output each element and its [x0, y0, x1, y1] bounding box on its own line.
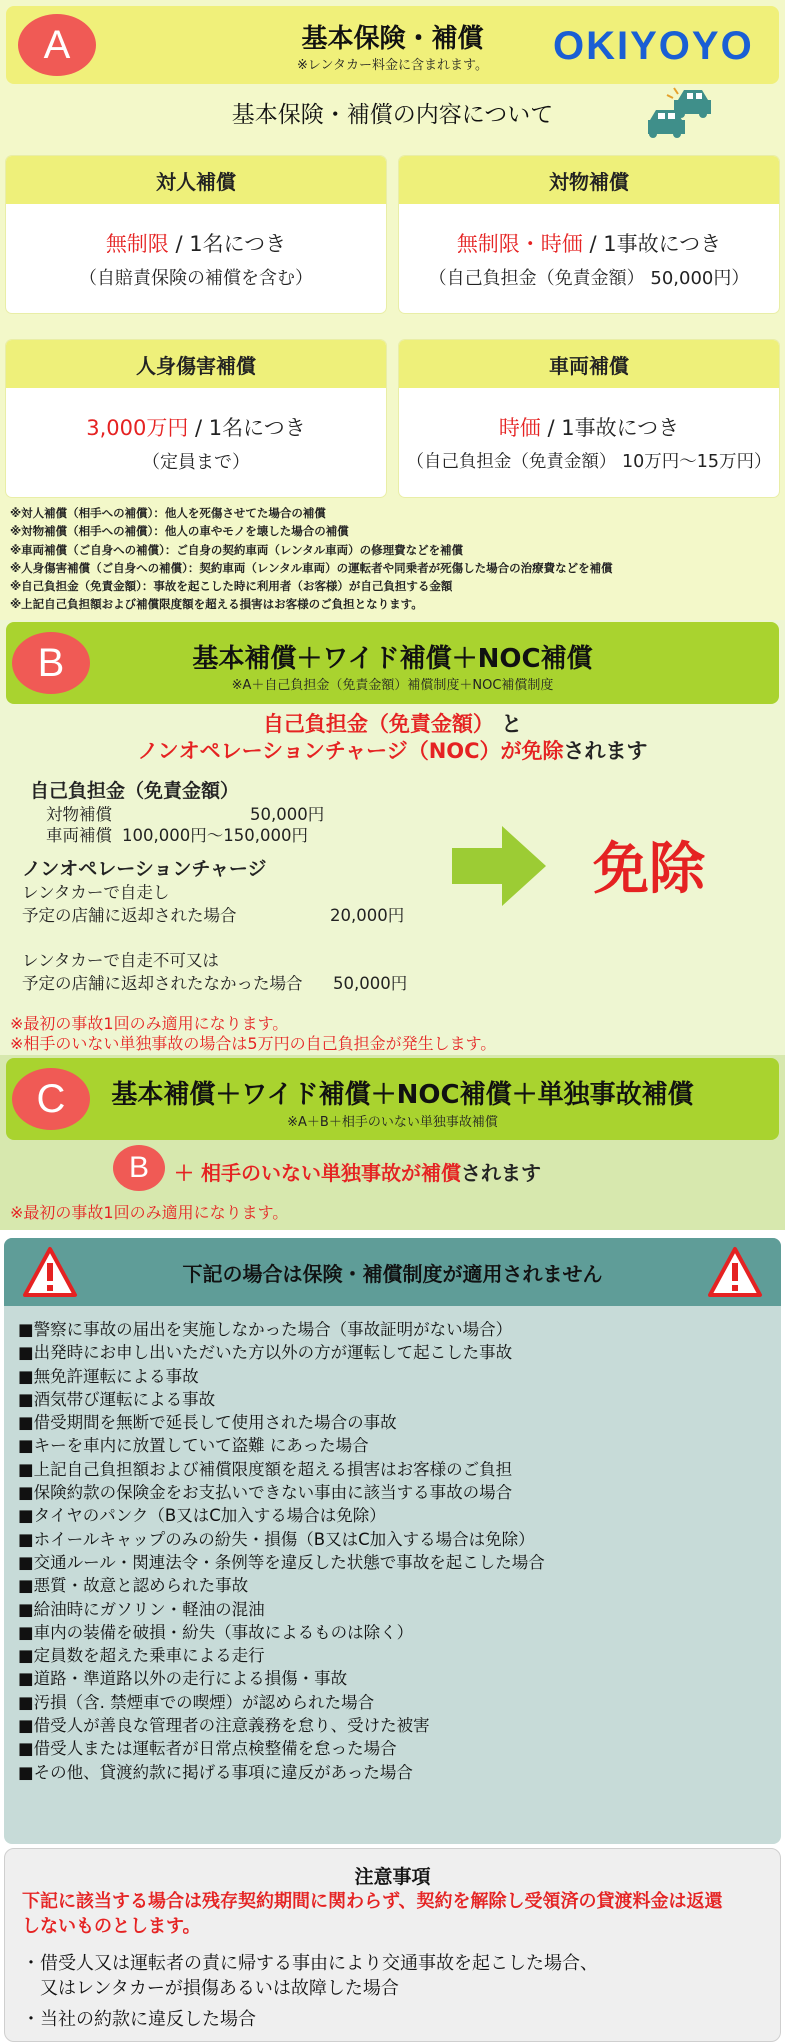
coverage-detail: （自己負担金（免責金額） 50,000円） — [428, 268, 750, 289]
noc-case-1-line-2: 予定の店舗に返却された場合 — [22, 906, 237, 925]
section-a-subtitle: ※レンタカー料金に含まれます。 — [296, 58, 488, 73]
vehicle-damage-card — [399, 340, 779, 497]
exclusions-list — [18, 1318, 778, 1784]
warning-icon — [22, 1246, 78, 1298]
section-c-subtitle: ※A＋B＋相手のいない単独事故補償 — [287, 1115, 498, 1130]
section-c-headline — [174, 1157, 541, 1186]
headline-red: ノンオペレーションチャージ（NOC）が免除 — [137, 739, 564, 763]
headline-rest: されます — [563, 739, 648, 763]
headline-red: 自己負担金（免責金額） — [262, 712, 494, 736]
vehicle-deductible-label: 車両補償 — [46, 826, 112, 845]
section-a-badge: A — [18, 14, 96, 76]
arrow-right-icon — [452, 826, 546, 906]
coverage-unit: / 1事故につき — [540, 416, 680, 440]
list-item: ■保険約款の保険金をお支払いできない事由に該当する事故の場合 — [18, 1483, 513, 1503]
list-item: ■道路・準道路以外の走行による損傷・事故 — [18, 1669, 348, 1689]
footnote: ※自己負担金（免責金額）：事故を起こした時に利用者（お客様）が自己負担する金額 — [10, 579, 453, 594]
vehicle-deductible-value: 100,000円〜150,000円 — [122, 826, 308, 845]
list-item: ■キーを車内に放置していて盗難 にあった場合 — [18, 1436, 369, 1456]
section-c-note: ※最初の事故1回のみ適用になります。 — [10, 1203, 289, 1222]
list-item: ■上記自己負担額および補償限度額を超える損害はお客様のご負担 — [18, 1459, 513, 1479]
coverage-limit: 無制限・時価 — [456, 232, 583, 256]
card-heading: 対物補償 — [399, 156, 779, 204]
coverage-unit: / 1名につき — [168, 232, 287, 256]
footnote: ※対物補償（相手への補償）：他人の車やモノを壊した場合の補償 — [10, 524, 349, 539]
notice-warning-line: 下記に該当する場合は残存契約期間に関わらず、契約を解除し受領済の貸渡料金は返還 — [22, 1891, 723, 1912]
list-item: ■借受人が善良な管理者の注意義務を怠り、受けた被害 — [18, 1716, 430, 1736]
noc-label: ノンオペレーションチャージ — [22, 858, 267, 880]
list-item: ■ホイールキャップのみの紛失・損傷（B又はC加入する場合は免除） — [18, 1529, 535, 1549]
personal-injury-card — [6, 340, 386, 497]
notice-warning — [22, 1889, 762, 1939]
list-item: ■車内の装備を破損・紛失（事故によるものは除く） — [18, 1622, 414, 1642]
list-item: ■タイヤのパンク（B又はC加入する場合は免除） — [18, 1506, 386, 1526]
noc-case-1-line-1: レンタカーで自走し — [22, 883, 170, 902]
section-b-title: 基本補償＋ワイド補償＋NOC補償 — [192, 644, 593, 674]
noc-case-2-value: 50,000円 — [333, 974, 408, 993]
footnote: ※車両補償（ご自身への補償）：ご自身の契約車両（レンタル車両）の修理費などを補償 — [10, 542, 464, 557]
coverage-unit: / 1名につき — [188, 416, 306, 440]
section-b-headline-1 — [0, 708, 785, 738]
list-item: ■無免許運転による事故 — [18, 1366, 199, 1386]
section-c-inner-badge: B — [113, 1145, 165, 1191]
notice-item-1 — [22, 1951, 762, 2001]
deductible-label: 自己負担金（免責金額） — [30, 780, 240, 802]
notice-item-line: ・借受人又は運転者の責に帰する事由により交通事故を起こした場合、 — [22, 1953, 598, 1974]
section-c-title: 基本補償＋ワイド補償＋NOC補償＋単独事故補償 — [111, 1080, 694, 1110]
section-b-note-2: ※相手のいない単独事故の場合は5万円の自己負担金が発生します。 — [10, 1034, 497, 1053]
section-a-title: 基本保険・補償 — [301, 24, 484, 54]
list-item: ■給油時にガソリン・軽油の混油 — [18, 1599, 265, 1619]
section-b-badge: B — [12, 632, 90, 694]
warning-icon — [707, 1246, 763, 1298]
property-damage-card — [399, 156, 779, 313]
coverage-detail: （定員まで） — [142, 452, 250, 473]
okiyoyo-logo: OKIYOYO — [553, 24, 754, 68]
headline-red: ＋ 相手のいない単独事故が補償 — [174, 1161, 461, 1185]
headline-rest: されます — [460, 1161, 541, 1185]
list-item: ■警察に事故の届出を実施しなかった場合（事故証明がない場合） — [18, 1320, 513, 1339]
section-b-subtitle: ※A＋自己負担金（免責金額）補償制度＋NOC補償制度 — [231, 678, 554, 693]
bodily-injury-card — [6, 156, 386, 313]
section-c-badge: C — [12, 1068, 90, 1130]
notice-warning-line: しないものとします。 — [22, 1916, 201, 1937]
card-heading: 車両補償 — [399, 340, 779, 388]
list-item: ■出発時にお申し出いただいた方以外の方が運転して起こした事故 — [18, 1343, 513, 1363]
car-accident-icon — [648, 86, 714, 142]
section-b-note-1: ※最初の事故1回のみ適用になります。 — [10, 1014, 289, 1033]
coverage-limit: 3,000万円 — [86, 416, 189, 440]
card-heading: 人身傷害補償 — [6, 340, 386, 388]
noc-case-2-line-2: 予定の店舗に返却されたなかった場合 — [22, 974, 303, 993]
coverage-unit: / 1事故につき — [582, 232, 722, 256]
footnote: ※上記自己負担額および補償限度額を超える損害はお客様のご負担となります。 — [10, 597, 423, 612]
footnote: ※対人補償（相手への補償）：他人を死傷させてた場合の補償 — [10, 506, 326, 520]
notice-title: 注意事項 — [354, 1866, 431, 1888]
card-heading: 対人補償 — [6, 156, 386, 204]
list-item: ■借受期間を無断で延長して使用された場合の事故 — [18, 1413, 397, 1433]
coverage-limit: 無制限 — [105, 232, 169, 256]
list-item: ■汚損（含. 禁煙車での喫煙）が認められた場合 — [18, 1692, 375, 1712]
section-a-footnotes — [10, 504, 780, 614]
exclusions-heading: 下記の場合は保険・補償制度が適用されません — [4, 1238, 781, 1306]
exempt-text: 免除 — [593, 837, 705, 902]
list-item: ■悪質・故意と認められた事故 — [18, 1576, 249, 1596]
coverage-detail: （自己負担金（免責金額） 10万円〜15万円） — [406, 452, 772, 472]
list-item: ■酒気帯び運転による事故 — [18, 1389, 216, 1409]
noc-case-1-value: 20,000円 — [330, 906, 405, 925]
notice-item-2: ・当社の約款に違反した場合 — [22, 2009, 256, 2030]
coverage-detail: （自賠責保険の補償を含む） — [79, 268, 313, 289]
property-deductible-label: 対物補償 — [46, 805, 112, 824]
coverage-overview-heading: 基本保険・補償の内容について — [231, 102, 554, 128]
list-item: ■その他、貸渡約款に掲げる事項に違反があった場合 — [18, 1762, 413, 1782]
footnote: ※人身傷害補償（ご自身への補償）：契約車両（レンタル車両）の運転者や同乗者が死傷した場合の治療費などを補償 — [10, 560, 613, 575]
list-item: ■交通ルール・関連法令・条例等を違反した状態で事故を起こした場合 — [18, 1552, 545, 1572]
section-b-headline-2 — [0, 735, 785, 765]
notice-item-line: 又はレンタカーが損傷あるいは故障した場合 — [22, 1978, 399, 1999]
property-deductible-value: 50,000円 — [250, 805, 325, 824]
coverage-limit: 時価 — [498, 416, 541, 440]
noc-case-2-line-1: レンタカーで自走不可又は — [22, 951, 219, 970]
headline-rest: と — [501, 712, 523, 736]
list-item: ■借受人または運転者が日常点検整備を怠った場合 — [18, 1739, 397, 1759]
list-item: ■定員数を超えた乗車による走行 — [18, 1646, 265, 1666]
